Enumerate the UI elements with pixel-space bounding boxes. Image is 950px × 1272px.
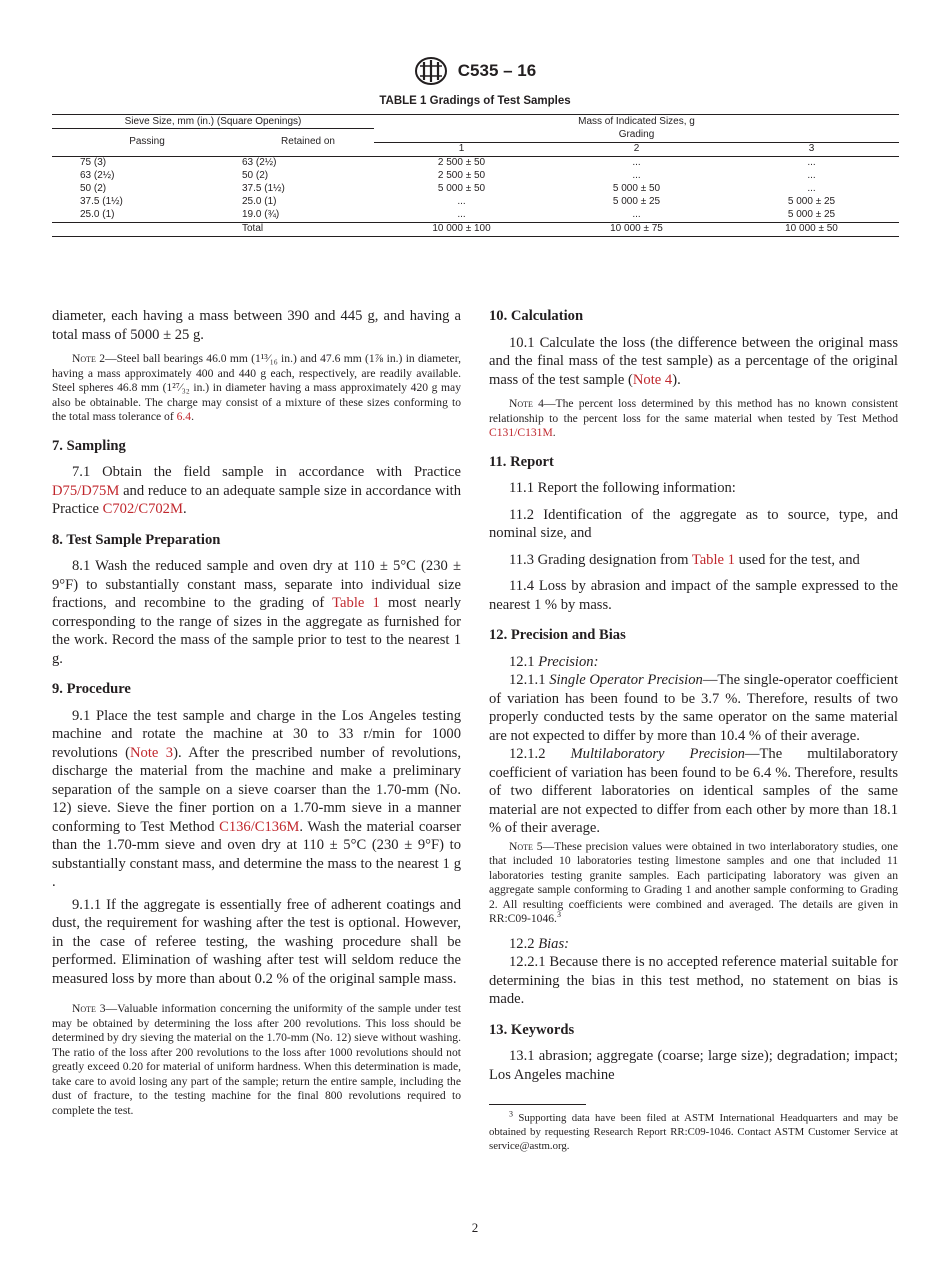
note-link[interactable]: Note 3 [129,744,174,761]
note-3: Note 3—Valuable information concerning the uniformity of the sample under test may be obtained by determining the loss after 200 revolutions. This loss should be determined by dry sieving the material on the 1.70-mm (No. 12) sieve without washing. The ratio of the loss after 200 revolutions to the loss after 1000 revolutions should not greatly exceed 0.20 for material of uniform hardness. When this determination is made, take care to avoid losing any part of the sample; return the entire sample, including the dust of fracture, to the testing machine for the final 800 revolutions required to complete the test. [52,1002,461,1117]
cell: ... [457,196,466,207]
section-heading: 13. Keywords [489,1021,575,1038]
table-row [52,156,899,170]
note-label: Note 2 [72,352,105,365]
paragraph: 11.2 Identification of the aggregate as to source, type, and nominal size, and [489,506,898,541]
paragraph: 9.1.1 If the aggregate is essentially free of adherent coatings and dust, the requirement for washing after the test is optional. However, in the case of referee testing, the washing procedure shall be performed. Elimination of washing after test will seldom reduce the measured loss by more than about 0.2 % of the original sample mass. [52,896,461,987]
total-2: 10 000 ± 75 [549,222,724,236]
cell: 2 500 ± 50 [437,170,486,181]
standard-link[interactable]: C702/C702M [102,501,183,517]
cell: 63 (2½) [80,170,115,181]
footnote-rule [489,1104,586,1105]
paragraph: 10.1 Calculate the loss (the difference between the original mass and the final mass of the test sample) as a percentage of the original mass of the test sample (Note 4). [489,334,898,388]
cell: ... [632,157,641,168]
header-retained: Retained on [242,129,374,157]
note-2: Note 2—Steel ball bearings 46.0 mm (1¹³⁄₁₆ in.) and 47.6 mm (1⅞ in.) in diameter, having a mass approximately 400 and 440 g each, respectively, are readily available. Steel spheres 46.8 mm (1²⁷⁄₃₂ in.) in diameter having a mass approximately 420 g may also be obtainable. The charge may consist of a mixture of these sizes conforming to the total mass tolerance of 6.4. [52,352,461,423]
section-heading: 12. Precision and Bias [489,627,626,643]
cell: 5 000 ± 50 [437,183,486,194]
paragraph: 11.1 Report the following information: [509,480,736,496]
paragraph: 9.1 Place the test sample and charge in the Los Angeles testing machine and rotate the machine at 30 to 33 r/min for 1000 revolutions (Note 3). After the prescribed number of revolutions, discharge the material from the machine and make a preliminary separation of the sample on a sieve coarser than the 1.70-mm (No. 12) sieve. Sieve the finer portion on a 1.70-mm sieve in a manner conforming to Test Method C136/C136M. Wash the material coarser than the 1.70-mm sieve and oven dry at 110 ± 5°C (230 ± 9°F) to substantially constant mass, and determine the mass to the nearest 1 g . [52,707,461,890]
table-header-row [52,129,899,143]
standard-link[interactable]: C136/C136M [219,818,300,835]
note-link[interactable]: Note 4 [632,371,673,388]
paragraph: 11.3 Grading designation from Table 1 used for the test, and [509,551,860,568]
cell: 75 (3) [80,157,107,168]
cell: 37.5 (1½) [242,183,285,194]
note-label: Note 4 [509,397,544,410]
table-row [52,209,899,223]
table-row [52,170,899,183]
cell: 50 (2) [242,170,269,181]
standard-link[interactable]: D75/D75M [52,482,120,499]
note-label: Note 3 [72,1002,106,1015]
cell: ... [807,157,816,168]
cell: 5 000 ± 50 [612,183,661,194]
table-caption: TABLE 1 Gradings of Test Samples [379,95,571,107]
cell: ... [632,170,641,181]
cell: ... [374,209,549,223]
cell: 25.0 (1) [52,209,242,223]
cell: 63 (2½) [242,157,277,168]
cell: 50 (2) [80,183,107,194]
page-header [0,56,950,86]
footnote: $^3$ Supporting data have been filed at ASTM International Headquarters and may be obtained by requesting Research Report RR:C09-1046. Contact ASTM Customer Service at service@astm.org. [489,1109,898,1152]
cell: 5 000 ± 25 [787,196,836,207]
right-column [489,307,898,1161]
page-number: 2 [471,1220,479,1235]
paragraph: 12.2 Bias: [509,935,569,952]
paragraph: 12.1.2 Multilaboratory Precision—The multilaboratory coefficient of variation has been found to be 6.4 %. Therefore, results of two different laboratories on identical samples of the same material are not expected to differ from each other by more than 18.1 % of their average. [489,746,898,836]
note-4: Note 4—The percent loss determined by this method has no known consistent relationship to the percent loss for the same material when tested by Test Method C131/C131M. [489,397,898,439]
paragraph: 8.1 Wash the reduced sample and oven dry at 110 ± 5°C (230 ± 9°F) to substantially constant mass, separate into individual size fractions, and recombine to the grading of Table 1 most nearly corresponding to the range of sizes in the aggregate as furnished for the work. Record the mass of the sample prior to test to the nearest 1 g. [52,558,461,667]
paragraph: 7.1 Obtain the field sample in accordance with Practice D75/D75M and reduce to an adequate sample size in accordance with Practice C702/C702M. [52,464,461,517]
astm-logo-icon [414,56,448,86]
paragraph: 11.4 Loss by abrasion and impact of the sample expressed to the nearest 1 % by mass. [489,578,898,613]
cell: 5 000 ± 25 [724,209,899,223]
cell: ... [807,170,816,181]
header-sieve-size: Sieve Size, mm (in.) (Square Openings) [52,115,374,129]
table-header-row [52,115,899,129]
cell: 37.5 (1½) [80,196,123,207]
grading-3: 3 [724,142,899,156]
section-heading: 9. Procedure [52,681,131,697]
paragraph: diameter, each having a mass between 390 and 445 g, and having a total mass of 5000 ± 25 g. [52,308,461,343]
cell: ... [807,183,816,194]
paragraph: 12.1 Precision: [509,653,599,670]
section-heading: 7. Sampling [52,437,126,454]
standard-link[interactable]: C131/C131M [489,426,553,439]
total-1: 10 000 ± 100 [374,222,549,236]
cell: 5 000 ± 25 [612,196,661,207]
note-label: Note 5 [509,839,543,853]
header-mass: Mass of Indicated Sizes, g [374,115,899,129]
table-row [52,183,899,196]
section-link[interactable]: 6.4 [176,410,192,423]
designation: C535 – 16 [457,61,537,80]
paragraph: 13.1 abrasion; aggregate (coarse; large size); degradation; impact; Los Angeles machine [489,1048,898,1083]
left-column [52,307,461,1126]
table-row [52,196,899,209]
paragraph: 12.1.1 Single Operator Precision—The single-operator coefficient of variation has been found to be 3.7 %. Therefore, results of two properly conducted tests by the same operator on the same material are not expected to differ by more than 10.4 % of their average. [489,672,899,744]
section-heading: 10. Calculation [489,308,584,324]
cell: ... [549,209,724,223]
total-label: Total [242,222,374,236]
total-3: 10 000 ± 50 [724,222,899,236]
grading-1: 1 [374,142,549,156]
note-5: Note 5—These precision values were obtained in two interlaboratory studies, one that included 10 laboratories testing limestone samples and one that included 11 laboratories testing granite samples. Each participating laboratory was given an aggregate sample conforming to Grading 1 and another sample conforming to Grading 2. All resulting coefficients were combined and averaged. The details are given in RR:C09-1046.$^3$ [489,839,898,925]
table-total-row [52,222,899,236]
header-passing: Passing [52,129,242,157]
header-grading: Grading [374,129,899,143]
table-link[interactable]: Table 1 [332,595,380,611]
paragraph: 12.2.1 Because there is no accepted reference material suitable for determining the bias in this test method, no statement on bias is made. [489,954,898,1007]
cell: 25.0 (1) [242,196,277,207]
table-link[interactable]: Table 1 [691,551,735,568]
section-heading: 11. Report [489,453,554,470]
gradings-table [52,114,899,237]
section-heading: 8. Test Sample Preparation [52,531,221,548]
cell: 19.0 (¾) [242,209,374,223]
cell: 2 500 ± 50 [437,157,486,168]
grading-2: 2 [549,142,724,156]
